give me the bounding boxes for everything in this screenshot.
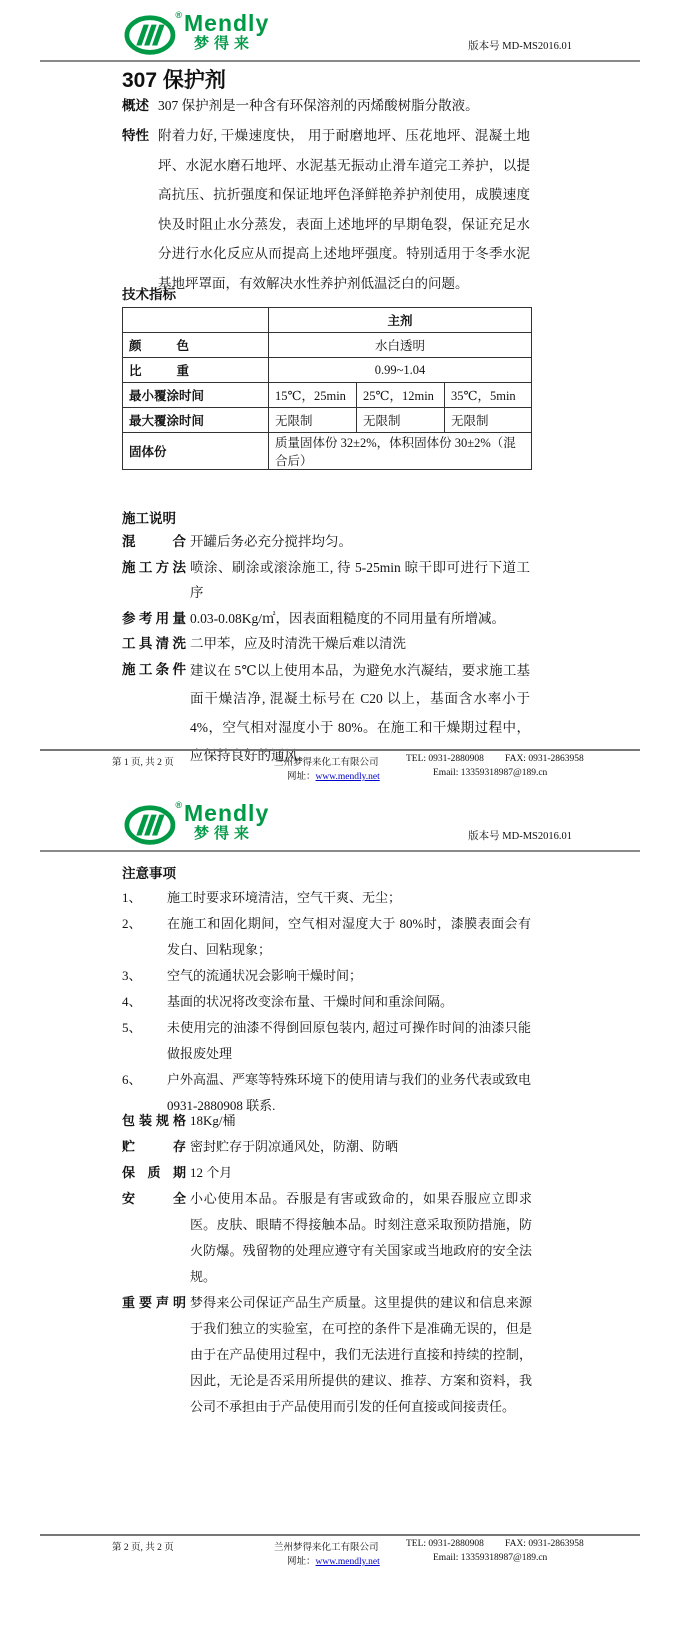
- product-title: 307 保护剂: [122, 69, 226, 92]
- construction-heading: 施工说明: [122, 511, 176, 526]
- item-text: 开罐后务必充分搅拌均匀。: [190, 534, 352, 549]
- field-text: 12 个月: [190, 1165, 233, 1180]
- field-label: 包装规格: [122, 1113, 186, 1128]
- fax-number: FAX: 0931-2863958: [505, 1539, 584, 1549]
- construction-section: [122, 529, 532, 771]
- spec-max-recoat-1: 无限制: [269, 408, 357, 433]
- specs-heading: 技术指标: [122, 287, 176, 302]
- specs-table: [122, 307, 532, 470]
- overview-label: 概述: [122, 98, 149, 113]
- spec-label-empty: [123, 308, 269, 333]
- brand-name-en: Mendly: [184, 800, 270, 826]
- item-label: 施工条件: [122, 661, 186, 677]
- spec-value-solids: 质量固体份 32±2%，体积固体份 30±2%（混合后）: [269, 433, 532, 470]
- field-text: 小心使用本品。吞服是有害或致命的，如果吞服应立即求医。皮肤、眼睛不得接触本品。时刻注意采取预防措施，防火防爆。残留物的处理应遵守有关国家或当地政府的安全法规。: [190, 1191, 532, 1284]
- item-label: 混 合: [122, 534, 186, 549]
- mendly-logo: [124, 12, 269, 56]
- spec-label-solids: 固体份: [123, 433, 269, 470]
- version-number: 版本号 MD-MS2016.01: [468, 831, 572, 842]
- spec-col-header: 主剂: [269, 308, 532, 333]
- spec-label-text: 比 重: [129, 364, 189, 378]
- datasheet-page-1: [0, 0, 687, 790]
- registered-trademark-icon: ®: [175, 800, 182, 810]
- tel-number: TEL: 0931-2880908: [406, 754, 484, 764]
- item-text: 0.03-0.08Kg/㎡，因表面粗糙度的不同用量有所增减。: [190, 610, 505, 626]
- overview-section: [122, 95, 532, 117]
- footer-divider: [40, 1534, 640, 1536]
- list-item: [122, 963, 534, 989]
- tel-number: TEL: 0931-2880908: [406, 1539, 484, 1549]
- field-text: 密封贮存于阴凉通风处，防潮、防晒: [190, 1139, 399, 1154]
- item-number: 4、: [122, 994, 142, 1009]
- item-text: 基面的状况将改变涂布量、干燥时间和重涂间隔。: [167, 994, 454, 1009]
- header-divider: [40, 850, 640, 852]
- header-divider: [40, 60, 640, 62]
- field-label: 重要声明: [122, 1295, 186, 1310]
- field-safety: [122, 1186, 534, 1290]
- construction-item-cleaning: [122, 631, 532, 657]
- item-number: 2、: [122, 916, 142, 931]
- list-item: [122, 989, 534, 1015]
- company-name: 兰州梦得来化工有限公司: [274, 1543, 379, 1553]
- page-number: 第 2 页, 共 2 页: [112, 1543, 174, 1553]
- list-item: [122, 1015, 534, 1067]
- version-number: 版本号 MD-MS2016.01: [468, 41, 572, 52]
- spec-min-recoat-35c: 35℃，5min: [445, 383, 532, 408]
- spec-value-color: 水白透明: [269, 333, 532, 358]
- brand-text: [184, 12, 269, 51]
- table-row: [123, 358, 532, 383]
- field-storage: [122, 1134, 534, 1160]
- field-text: 梦得来公司保证产品生产质量。这里提供的建议和信息来源于我们独立的实验室，在可控的条件下是准确无误的，但是由于在产品使用过程中，我们无法进行直接和持续的控制，因此，无论是否采用所提供的建议、推荐、方案和资料，我公司不承担由于产品使用而引发的任何直接或间接责任。: [190, 1295, 532, 1414]
- list-item: [122, 911, 534, 963]
- item-number: 5、: [122, 1020, 142, 1035]
- table-row: [123, 433, 532, 470]
- datasheet-page-2: [0, 790, 687, 1638]
- mendly-logo-ellipse-icon: [124, 802, 180, 846]
- mendly-logo-ellipse-icon: [124, 12, 180, 56]
- table-row: [123, 333, 532, 358]
- fax-number: FAX: 0931-2863958: [505, 754, 584, 764]
- features-text: 附着力好, 干燥速度快， 用于耐磨地坪、压花地坪、混凝土地坪、水泥水磨石地坪、水泥基无振动止滑车道完工养护，以提高抗压、抗折强度和保证地坪色泽鲜艳养护剂使用，成膜速度快及时阻止水分蒸发，表面上述地坪的早期龟裂，保证充足水分进行水化反应从而提高上述地坪强度。特别适用于冬季水泥基地坪罩面，有效解决水性养护剂低温泛白的问题。: [158, 128, 530, 291]
- features-section: [122, 121, 532, 298]
- notes-list: [122, 885, 534, 1119]
- email-address: Email: 13359318987@189.cn: [433, 1553, 548, 1563]
- features-label: 特性: [122, 128, 149, 143]
- brand-text: [184, 802, 269, 841]
- item-text: 建议在 5℃以上使用本品，为避免水汽凝结，要求施工基面干燥洁净, 混凝土标号在 C20 以上，基面含水率小于 4%，空气相对湿度小于 80%。在施工和干燥期过程中，应保持良好的通风。: [190, 662, 530, 763]
- item-label: 工具清洗: [122, 636, 186, 651]
- spec-min-recoat-15c: 15℃，25min: [269, 383, 357, 408]
- brand-name-en: Mendly: [184, 10, 270, 36]
- field-packaging: [122, 1108, 534, 1134]
- website-link[interactable]: www.mendly.net: [315, 1557, 380, 1567]
- field-label: 贮 存: [122, 1139, 186, 1154]
- email-address: Email: 13359318987@189.cn: [433, 768, 548, 778]
- item-text: 未使用完的油漆不得倒回原包装内, 超过可操作时间的油漆只能做报废处理: [167, 1020, 531, 1061]
- company-name: 兰州梦得来化工有限公司: [274, 758, 379, 768]
- construction-item-method: [122, 555, 532, 606]
- item-text: 户外高温、严寒等特殊环境下的使用请与我们的业务代表或致电 0931-2880908 联系.: [167, 1072, 532, 1113]
- spec-label-max-recoat: 最大覆涂时间: [123, 408, 269, 433]
- spec-label-min-recoat: 最小覆涂时间: [123, 383, 269, 408]
- construction-item-dosage: [122, 606, 532, 632]
- spec-max-recoat-2: 无限制: [357, 408, 445, 433]
- item-number: 1、: [122, 890, 142, 905]
- field-disclaimer: [122, 1290, 534, 1420]
- item-text: 施工时要求环境清洁，空气干爽、无尘；: [167, 890, 402, 905]
- item-label: 参考用量: [122, 610, 186, 626]
- item-number: 6、: [122, 1072, 142, 1087]
- list-item: [122, 885, 534, 911]
- item-text: 空气的流通状况会影响干燥时间；: [167, 968, 363, 983]
- spec-min-recoat-25c: 25℃，12min: [357, 383, 445, 408]
- website-label: 网址：: [287, 772, 316, 782]
- spec-max-recoat-3: 无限制: [445, 408, 532, 433]
- item-text: 二甲苯，应及时清洗干燥后难以清洗: [190, 636, 406, 651]
- website-row: [287, 768, 380, 782]
- website-row: [287, 1553, 380, 1567]
- spec-label-gravity: [123, 358, 269, 383]
- item-text: 喷涂、刷涂或滚涂施工, 待 5-25min 晾干即可进行下道工序: [190, 559, 530, 600]
- notes-heading: 注意事项: [122, 866, 176, 881]
- table-row: [123, 383, 532, 408]
- field-shelf-life: [122, 1160, 534, 1186]
- overview-text: 307 保护剂是一种含有环保溶剂的丙烯酸树脂分散液。: [158, 98, 479, 113]
- website-link[interactable]: www.mendly.net: [315, 772, 380, 782]
- field-text: 18Kg/桶: [190, 1113, 236, 1128]
- table-row: [123, 308, 532, 333]
- brand-name-cn: 梦得来: [194, 825, 255, 842]
- brand-name-cn: 梦得来: [194, 35, 255, 52]
- table-row: [123, 408, 532, 433]
- spec-value-gravity: 0.99~1.04: [269, 358, 532, 383]
- mendly-logo: [124, 802, 269, 846]
- page-number: 第 1 页, 共 2 页: [112, 758, 174, 768]
- spec-label-color: [123, 333, 269, 358]
- field-label: 安 全: [122, 1191, 186, 1206]
- registered-trademark-icon: ®: [175, 10, 182, 20]
- spec-label-text: 颜 色: [129, 339, 189, 353]
- product-fields: [122, 1108, 534, 1420]
- item-text: 在施工和固化期间，空气相对湿度大于 80%时，漆膜表面会有发白、回粘现象；: [167, 916, 531, 957]
- item-label: 施工方法: [122, 559, 186, 575]
- construction-item-mixing: [122, 529, 532, 555]
- website-label: 网址：: [287, 1557, 316, 1567]
- item-number: 3、: [122, 968, 142, 983]
- footer-divider: [40, 749, 640, 751]
- field-label: 保 质 期: [122, 1165, 186, 1180]
